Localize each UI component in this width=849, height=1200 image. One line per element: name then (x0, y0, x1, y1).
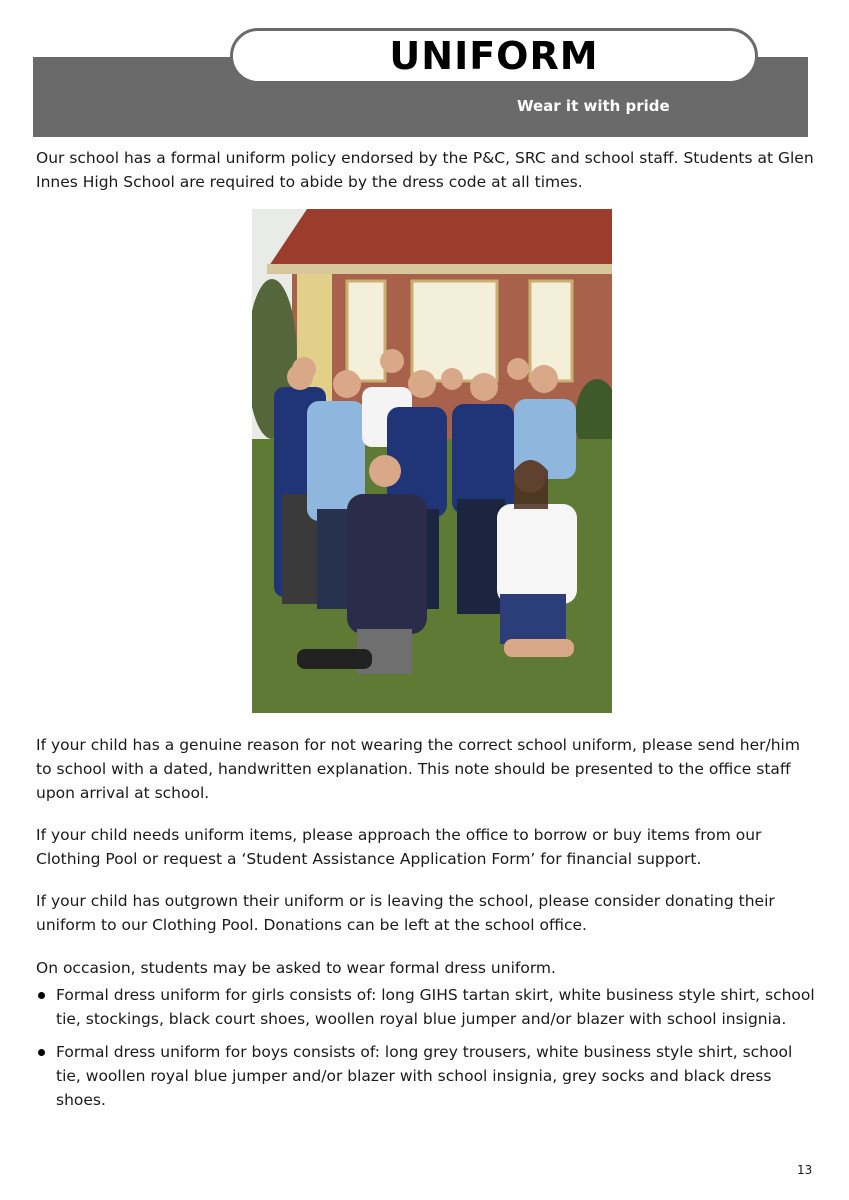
bullet-text-girls: Formal dress uniform for girls consists of: long GIHS tartan skirt, white business style shirt, school tie, stockings, black court shoes, woollen royal blue jumper and/or blazer with school insignia. (56, 986, 815, 1028)
group-photo-icon (252, 209, 612, 713)
paragraph-formal-dress: On occasion, students may be asked to wear formal dress uniform. (36, 959, 556, 977)
bullet-text-boys: Formal dress uniform for boys consists of: long grey trousers, white business style shirt, school tie, woollen royal blue jumper and/or blazer with school insignia, grey socks and black dress shoes. (56, 1043, 793, 1109)
paragraph-absence-note: If your child has a genuine reason for not wearing the correct school uniform, please send her/him to school with a dated, handwritten explanation. This note should be presented to the office staff upon arrival at school. (36, 736, 800, 802)
bullet-icon (38, 1049, 45, 1056)
tagline: Wear it with pride (517, 97, 670, 115)
list-item (36, 1040, 816, 1112)
list-item (36, 983, 816, 1031)
intro-paragraph: Our school has a formal uniform policy endorsed by the P&C, SRC and school staff. Students at Glen Innes High School are required to abide by the dress code at all times. (36, 149, 814, 191)
page-number: 13 (797, 1163, 813, 1177)
title-pill (230, 28, 758, 84)
paragraph-donations: If your child has outgrown their uniform or is leaving the school, please consider donating their uniform to our Clothing Pool. Donations can be left at the school office. (36, 892, 775, 934)
formal-dress-list (36, 983, 816, 1121)
page-title: UNIFORM (389, 34, 599, 78)
paragraph-uniform-items: If your child needs uniform items, please approach the office to borrow or buy items from our Clothing Pool or request a ‘Student Assistance Application Form’ for financial support. (36, 826, 762, 868)
uniform-group-photo (252, 209, 612, 713)
bullet-icon (38, 992, 45, 999)
